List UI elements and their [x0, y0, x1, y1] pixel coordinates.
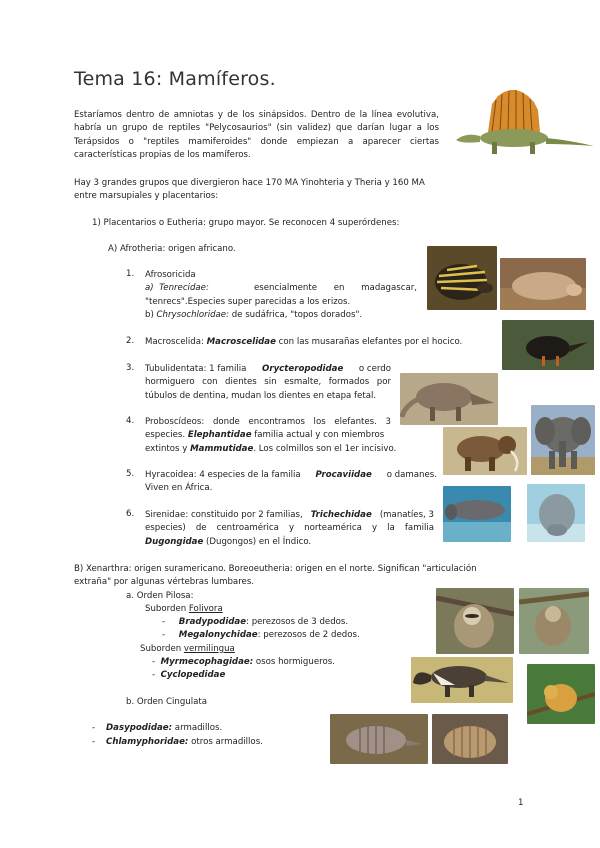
armadillo-photo [330, 714, 428, 764]
item-2-pre: Macroscelida: [145, 337, 207, 347]
pilosa-heading: a. Orden Pilosa: [126, 591, 194, 601]
item-6-line-2: especies) de centroamérica y norteamérica y la familia [145, 523, 434, 534]
chlamyphoridae-text: otros armadillos. [188, 737, 263, 747]
dasypodidae-text: armadillos. [172, 723, 223, 733]
item-6-line-1 [145, 509, 434, 522]
myrmecophagidae-line [152, 656, 335, 669]
myrmecophagidae-dash: - [152, 657, 156, 667]
giant-anteater-photo [411, 657, 513, 703]
tenrecidae-name: Tenrecidae: [159, 283, 209, 294]
item-1-b-prefix: b) [145, 310, 154, 321]
item-1-block [145, 269, 417, 323]
elephant-photo [531, 405, 595, 475]
item-1-a-prefix: a) [145, 283, 154, 294]
xenarthra-line-2: extraña" por algunas vértebras lumbares. [74, 577, 255, 587]
afrotheria-heading: A) Afrotheria: origen africano. [108, 244, 236, 254]
item-3-line-3: túbulos de dentina, mudan los dientes en etapa fetal. [145, 390, 377, 401]
megalonychidae-dash: - [162, 630, 166, 640]
item-6-l1-post: (manatíes, 3 [379, 510, 434, 520]
item-1-heading: Afrosoricida [145, 270, 196, 280]
groups-line-1: Hay 3 grandes grupos que divergieron hace 170 MA Yinohteria y Theria y 160 MA [74, 178, 425, 188]
item-4-l2-post: familia actual y con miembros [251, 430, 385, 441]
macroscelidae-name: Macroscelidae [206, 337, 276, 347]
page-title: Tema 16: Mamíferos. [74, 68, 276, 90]
cyclopedidae-dash: - [152, 670, 156, 680]
groups-line-2: entre marsupiales y placentarios: [74, 191, 219, 201]
item-4-l3-post: . Los colmillos son el 1er incisivo. [253, 443, 397, 454]
item-4-l2-pre: especies. [145, 430, 188, 441]
dasypodidae-line [92, 722, 222, 735]
dimetrodon-illustration [448, 86, 596, 166]
procaviidae-name: Procaviidae [315, 470, 372, 480]
cingulata-heading: b. Orden Cingulata [126, 697, 208, 707]
cyclopedidae-name: Cyclopedidae [160, 670, 226, 680]
dasypodidae-name: Dasypodidae: [106, 723, 173, 733]
chlamyphorid-armadillo-photo [432, 714, 508, 764]
tenrec-photo [427, 246, 497, 310]
three-toed-sloth-photo [436, 588, 514, 654]
chlamyphoridae-line [92, 736, 263, 749]
item-6-l1-pre: Sirenidae: constituido por 2 familias, [145, 510, 303, 520]
item-4-block [145, 416, 397, 456]
item-5-number: 5. [126, 469, 135, 479]
item-5-line-2: Viven en África. [145, 483, 213, 494]
mastodon-photo [443, 427, 527, 475]
item-4-l3-pre: extintos y [145, 443, 191, 454]
item-5-l1-post: o damanes. [386, 470, 437, 480]
vermilingua-line [140, 643, 235, 656]
item-3-l1-post: o cerdo [358, 364, 391, 374]
myrmecophagidae-text: osos hormigueros. [253, 657, 335, 667]
myrmecophagidae-name: Myrmecophagidae: [160, 657, 254, 667]
vermilingua-prefix: Suborden [140, 644, 184, 654]
golden-mole-photo [500, 258, 586, 310]
item-1-b-text: de sudáfrica, "topos dorados". [229, 310, 363, 321]
megalonychidae-line [162, 629, 360, 642]
item-1-number: 1. [126, 269, 135, 279]
megalonychidae-text: : perezosos de 2 dedos. [257, 630, 360, 640]
item-5-line-1 [145, 469, 437, 482]
item-4-number: 4. [126, 416, 135, 426]
item-6-block [145, 509, 434, 549]
item-4-line-3 [145, 443, 397, 456]
page-number: 1 [518, 798, 524, 808]
section-placentarios: 1) Placentarios o Eutheria: grupo mayor. Se reconocen 4 superórdenes: [92, 218, 400, 228]
item-3-line-1 [145, 363, 391, 376]
folivora-prefix: Suborden [145, 604, 189, 614]
item-2-number: 2. [126, 336, 135, 346]
folivora-line [145, 603, 223, 616]
item-1-a-text: esencialmente en madagascar, [253, 283, 417, 294]
elephant-shrew-photo [502, 320, 594, 370]
folivora-name: Folivora [188, 604, 223, 614]
orycteropodidae-name: Orycteropodidae [262, 364, 344, 374]
chlamyphoridae-name: Chlamyphoridae: [106, 737, 189, 747]
item-2-line [145, 336, 462, 349]
item-3-block [145, 363, 391, 403]
item-6-l3-post: (Dugongos) en el Índico. [203, 536, 312, 547]
item-3-number: 3. [126, 363, 135, 373]
item-6-number: 6. [126, 509, 135, 519]
item-1-line-a [145, 282, 417, 295]
intro-paragraph: Estaríamos dentro de amniotas y de los sinápsidos. Dentro de la línea evolutiva, habría un grupo de reptiles "Pelycosaurios" (sin validez) que darían lugar a los Terápsidos o "reptiles mamiferoides" donde empiezan a aparecer ciertas características propias de los mamíferos. [74, 110, 439, 161]
item-3-l1-pre: Tubulidentata: 1 familia [145, 364, 247, 374]
two-toed-sloth-photo [519, 588, 589, 654]
bradypodidae-text: : perezosos de 3 dedos. [246, 617, 349, 627]
item-6-line-3 [145, 536, 434, 549]
trichechidae-name: Trichechidae [310, 510, 372, 520]
item-2-post: con las musarañas elefantes por el hocico. [275, 337, 463, 347]
elephantidae-name: Elephantidae [187, 430, 252, 441]
item-5-l1-pre: Hyracoidea: 4 especies de la familia [145, 470, 301, 480]
vermilingua-name: vermilingua [183, 644, 235, 654]
item-4-line-2 [145, 429, 391, 442]
item-3-line-2: hormiguero con dientes sin esmalte, formados por [145, 377, 391, 388]
cyclopedidae-line [152, 669, 225, 682]
dugong-photo [527, 484, 585, 542]
xenarthra-line-1: B) Xenarthra: origen suramericano. Boreoeutheria: origen en el norte. Significan "articulación [74, 564, 477, 574]
aardvark-photo [400, 373, 498, 425]
dasypodidae-dash: - [92, 723, 96, 733]
dugongidae-name: Dugongidae [145, 536, 204, 547]
manatee-photo [443, 486, 511, 542]
bradypodidae-line [162, 616, 348, 629]
item-5-block [145, 469, 437, 496]
item-1-a-text-2: "tenrecs".Especies super parecidas a los erizos. [145, 296, 351, 307]
item-4-line-1: Proboscídeos: donde encontramos los elefantes. 3 [145, 417, 391, 427]
bradypodidae-name: Bradypodidae [178, 617, 247, 627]
chrysochloridae-name: Chrysochloridae: [156, 310, 229, 321]
silky-anteater-photo [527, 664, 595, 724]
megalonychidae-name: Megalonychidae [178, 630, 258, 640]
bradypodidae-dash: - [162, 617, 166, 627]
mammutidae-name: Mammutidae [190, 443, 254, 454]
chlamyphoridae-dash: - [92, 737, 96, 747]
